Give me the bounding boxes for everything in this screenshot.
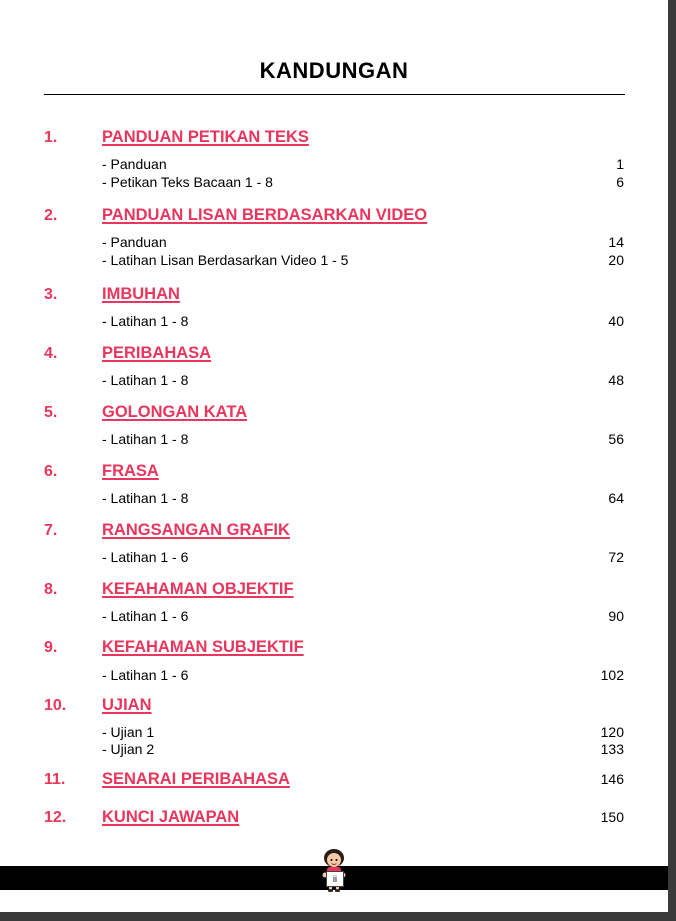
section-number: 10.: [44, 697, 67, 714]
section-number: 9.: [44, 639, 58, 656]
toc-item-label: - Latihan Lisan Berdasarkan Video 1 - 5: [102, 252, 349, 268]
section-title-link[interactable]: GOLONGAN KATA: [102, 403, 248, 421]
toc-item-page-number: 90: [608, 608, 624, 624]
toc-item-label: - Petikan Teks Bacaan 1 - 8: [102, 174, 273, 190]
section-number: 6.: [44, 463, 58, 480]
toc-item-label: - Panduan: [102, 156, 167, 172]
toc-item-page-number: 48: [608, 372, 624, 388]
toc-item-label: - Latihan 1 - 8: [102, 490, 189, 506]
toc-item-label: - Latihan 1 - 8: [102, 431, 189, 447]
section-title-link[interactable]: UJIAN: [102, 696, 152, 714]
toc-item-label: - Latihan 1 - 8: [102, 372, 189, 388]
toc-item-page-number: 120: [600, 724, 624, 740]
toc-item-page-number: 56: [608, 431, 624, 447]
section-number: 8.: [44, 581, 58, 598]
section-title-link[interactable]: FRASA: [102, 462, 159, 480]
toc-item-label: - Latihan 1 - 8: [102, 313, 189, 329]
section-title-link[interactable]: PANDUAN PETIKAN TEKS: [102, 128, 309, 146]
section-number: 3.: [44, 286, 58, 303]
toc-item-label: - Ujian 1: [102, 724, 155, 740]
toc-item-label: - Latihan 1 - 6: [102, 667, 189, 683]
section-title-link[interactable]: IMBUHAN: [102, 285, 180, 303]
toc-item-label: - Ujian 2: [102, 741, 155, 757]
section-title-link[interactable]: RANGSANGAN GRAFIK: [102, 521, 290, 539]
section-number: 11.: [44, 771, 66, 788]
section-title-link[interactable]: KEFAHAMAN OBJEKTIF: [102, 580, 294, 598]
toc-item-page-number: 72: [608, 549, 624, 565]
section-page-number: 150: [600, 809, 624, 825]
title-divider: [44, 94, 625, 95]
section-page-number: 146: [600, 771, 624, 787]
section-title-link[interactable]: KEFAHAMAN SUBJEKTIF: [102, 638, 304, 656]
toc-item-label: - Panduan: [102, 234, 167, 250]
section-title-link[interactable]: PANDUAN LISAN BERDASARKAN VIDEO: [102, 206, 428, 224]
section-number: 4.: [44, 345, 58, 362]
toc-item-page-number: 102: [600, 667, 624, 683]
toc-item-page-number: 6: [616, 174, 624, 190]
toc-item-page-number: 14: [608, 234, 624, 250]
toc-item-label: - Latihan 1 - 6: [102, 549, 189, 565]
toc-item-page-number: 20: [608, 252, 624, 268]
section-number: 12.: [44, 809, 67, 826]
section-number: 5.: [44, 404, 58, 421]
toc-item-page-number: 133: [600, 741, 624, 757]
section-number: 7.: [44, 522, 58, 539]
toc-item-page-number: 40: [608, 313, 624, 329]
section-number: 1.: [44, 129, 58, 146]
toc-item-label: - Latihan 1 - 6: [102, 608, 189, 624]
page-title: KANDUNGAN: [259, 58, 409, 83]
page-number: ii: [326, 871, 344, 887]
toc-item-page-number: 1: [616, 156, 624, 172]
toc-item-page-number: 64: [608, 490, 624, 506]
section-title-link[interactable]: KUNCI JAWAPAN: [102, 808, 240, 826]
section-number: 2.: [44, 207, 58, 224]
section-title-link[interactable]: PERIBAHASA: [102, 344, 212, 362]
section-title-link[interactable]: SENARAI PERIBAHASA: [102, 770, 290, 788]
